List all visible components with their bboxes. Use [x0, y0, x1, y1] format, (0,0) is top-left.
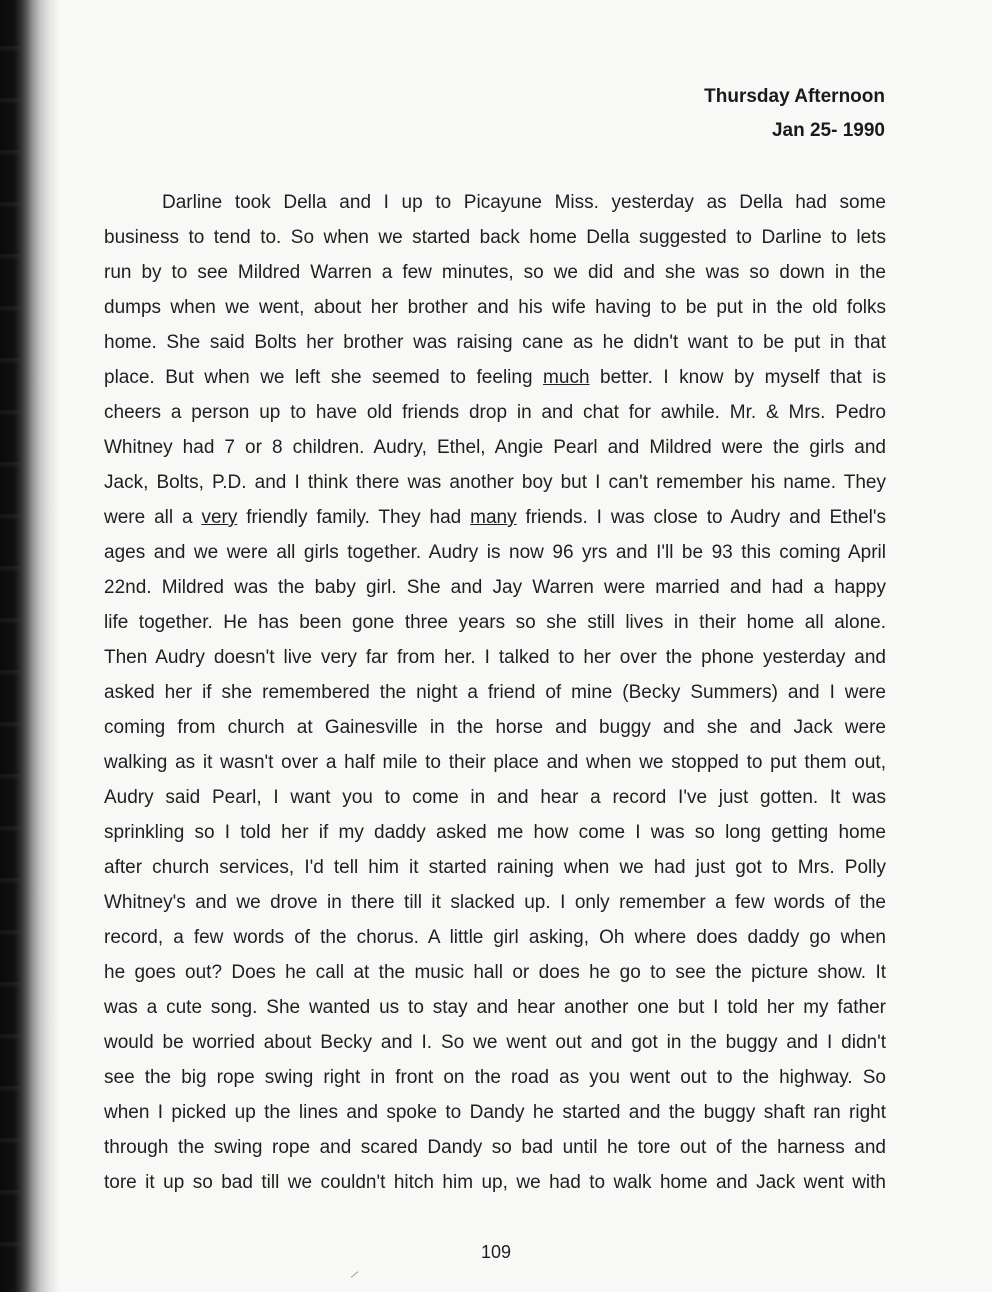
text-line: sprinkling so I told her if my daddy asked me how come I was so long getting home — [104, 822, 886, 843]
heading-date: Jan 25- 1990 — [771, 120, 885, 141]
text-line: record, a few words of the chorus. A little girl asking, Oh where does daddy go when — [104, 927, 886, 948]
text-line: see the big rope swing right in front on the road as you went out to the highway. So — [104, 1067, 886, 1088]
text-line: Darline took Della and I up to Picayune Miss. yesterday as Della had some — [162, 192, 886, 213]
text-line: home. She said Bolts her brother was raising cane as he didn't want to be put in that — [104, 332, 886, 353]
underlined-word: much — [543, 367, 590, 388]
pencil-mark — [351, 1271, 359, 1278]
heading-day: Thursday Afternoon — [704, 86, 885, 107]
text-line: would be worried about Becky and I. So we went out and got in the buggy and I didn't — [104, 1032, 886, 1053]
text-segment: friends. I was close to Audry and Ethel's — [516, 507, 886, 528]
text-line: 22nd. Mildred was the baby girl. She and Jay Warren were married and had a happy — [104, 577, 886, 598]
text-line: Whitney's and we drove in there till it slacked up. I only remember a few words of the — [104, 892, 886, 913]
underlined-word: very — [201, 507, 238, 528]
text-line: ages and we were all girls together. Audry is now 96 yrs and I'll be 93 this coming April — [104, 542, 886, 563]
text-segment: place. But when we left she seemed to feeling — [104, 367, 544, 388]
text-line: asked her if she remembered the night a friend of mine (Becky Summers) and I were — [104, 682, 886, 703]
text-segment: better. I know by myself that is — [589, 367, 886, 388]
text-segment: friendly family. They had — [237, 507, 471, 528]
text-line: dumps when we went, about her brother and his wife having to be put in the old folks — [104, 297, 886, 318]
page-number: 109 — [480, 1242, 512, 1262]
text-line: Whitney had 7 or 8 children. Audry, Ethel, Angie Pearl and Mildred were the girls and — [104, 437, 886, 458]
text-line: Audry said Pearl, I want you to come in and hear a record I've just gotten. It was — [104, 787, 886, 808]
text-line — [104, 500, 886, 535]
binding-edge-marks — [0, 0, 22, 1292]
text-line: was a cute song. She wanted us to stay and hear another one but I told her my father — [104, 997, 886, 1018]
text-line: after church services, I'd tell him it started raining when we had just got to Mrs. Polly — [104, 857, 886, 878]
text-line: when I picked up the lines and spoke to Dandy he started and the buggy shaft ran right — [104, 1102, 886, 1123]
text-line: run by to see Mildred Warren a few minutes, so we did and she was so down in the — [104, 262, 886, 283]
text-line — [104, 360, 886, 395]
body-text — [104, 185, 886, 1200]
text-line: Then Audry doesn't live very far from her. I talked to her over the phone yesterday and — [104, 647, 886, 668]
text-line: Jack, Bolts, P.D. and I think there was another boy but I can't remember his name. They — [104, 472, 886, 493]
underlined-word: many — [470, 507, 517, 528]
text-segment: were all a — [104, 507, 202, 528]
text-line: walking as it wasn't over a half mile to their place and when we stopped to put them out, — [104, 752, 886, 773]
text-line: coming from church at Gainesville in the horse and buggy and she and Jack were — [104, 717, 886, 738]
text-line: life together. He has been gone three years so she still lives in their home all alone. — [104, 612, 886, 633]
text-line: he goes out? Does he call at the music hall or does he go to see the picture show. It — [104, 962, 886, 983]
text-line: cheers a person up to have old friends drop in and chat for awhile. Mr. & Mrs. Pedro — [104, 402, 886, 423]
text-line: business to tend to. So when we started back home Della suggested to Darline to lets — [104, 227, 886, 248]
text-line: through the swing rope and scared Dandy so bad until he tore out of the harness and — [104, 1137, 886, 1158]
text-line: tore it up so bad till we couldn't hitch him up, we had to walk home and Jack went with — [104, 1172, 886, 1193]
